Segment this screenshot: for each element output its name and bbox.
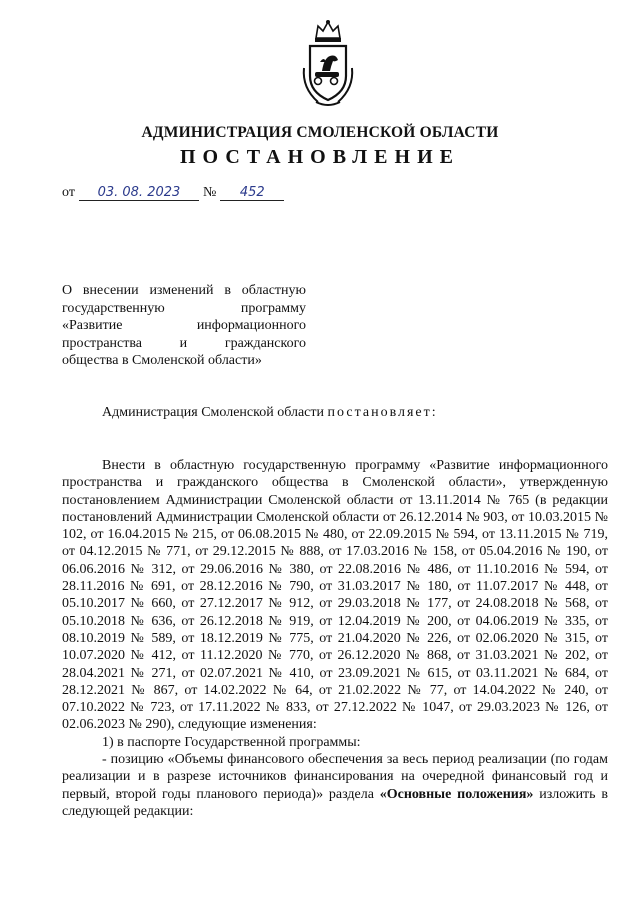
- subject-line: государственную программу: [62, 300, 306, 316]
- subject-line: О внесении изменений в областную: [62, 283, 306, 298]
- document-type-title: ПОСТАНОВЛЕНИЕ: [180, 146, 460, 168]
- document-body: [62, 457, 608, 820]
- bullet-paragraph: [62, 751, 608, 820]
- handwritten-number: 452: [220, 185, 284, 201]
- item-1: 1) в паспорте Государственной программы:: [102, 734, 361, 750]
- subject-line: «Развитие информационного: [62, 318, 306, 334]
- decree-verb: постановляет:: [327, 405, 438, 420]
- subject-block: [62, 282, 306, 370]
- smolensk-coat-of-arms-emblem: [296, 18, 360, 108]
- bullet-text-end: изложить в следующей редакции:: [62, 786, 608, 819]
- number-sign: №: [202, 185, 217, 200]
- date-prefix: от: [62, 185, 75, 200]
- organization-name: АДМИНИСТРАЦИЯ СМОЛЕНСКОЙ ОБЛАСТИ: [141, 124, 499, 141]
- main-paragraph: Внести в областную государственную программу «Развитие информационного пространства и гражданского общества в Смоленской области», утвержденную постановлением Администрации Смоленской области от 13.11.2014 № 765 (в редакции постановлений Администрации Смоленской области от 26.12.2014 № 903, от 10.03.2015 № 102, от 16.04.2015 № 215, от 06.08.2015 № 480, от 22.09.2015 № 594, от 13.11.2015 № 719, от 04.12.2015 № 771, от 29.12.2015 № 888, от 17.03.2016 № 158, от 05.04.2016 № 190, от 06.06.2016 № 312, от 29.06.2016 № 380, от 22.08.2016 № 486, от 11.10.2016 № 594, от 28.11.2016 № 691, от 28.12.2016 № 790, от 31.03.2017 № 180, от 11.07.2017 № 448, от 05.10.2017 № 660, от 27.12.2017 № 912, от 29.03.2018 № 177, от 24.08.2018 № 568, от 05.10.2018 № 636, от 26.12.2018 № 919, от 12.04.2019 № 200, от 04.06.2019 № 335, от 08.10.2019 № 589, от 18.12.2019 № 775, от 21.04.2020 № 226, от 02.06.2020 № 315, от 10.07.2020 № 412, от 11.12.2020 № 770, от 26.12.2020 № 868, от 31.03.2021 № 202, от 28.04.2021 № 271, от 02.07.2021 № 410, от 23.09.2021 № 615, от 03.11.2021 № 684, от 28.12.2021 № 867, от 14.02.2022 № 64, от 21.02.2022 № 77, от 14.04.2022 № 240, от 07.10.2022 № 723, от 17.11.2022 № 833, от 27.12.2022 № 1047, от 29.03.2023 № 126, от 02.06.2023 № 290), следующие изменения:: [62, 458, 608, 733]
- section-name-bold: «Основные положения»: [379, 786, 534, 802]
- decree-lead: Администрация Смоленской области: [102, 405, 325, 420]
- decree-statement: [102, 405, 438, 421]
- subject-line: пространства и гражданского: [62, 335, 306, 351]
- subject-line: общества в Смоленской области»: [62, 353, 262, 369]
- date-number-line: [62, 185, 284, 201]
- bullet-text: - позицию «Объемы финансового обеспечения за весь период реализации (по годам реализации и в разрезе источников финансирования на очередной финансовый год и первый, второй годы планового периода)» раздела: [62, 752, 608, 802]
- handwritten-date: 03. 08. 2023: [79, 185, 199, 201]
